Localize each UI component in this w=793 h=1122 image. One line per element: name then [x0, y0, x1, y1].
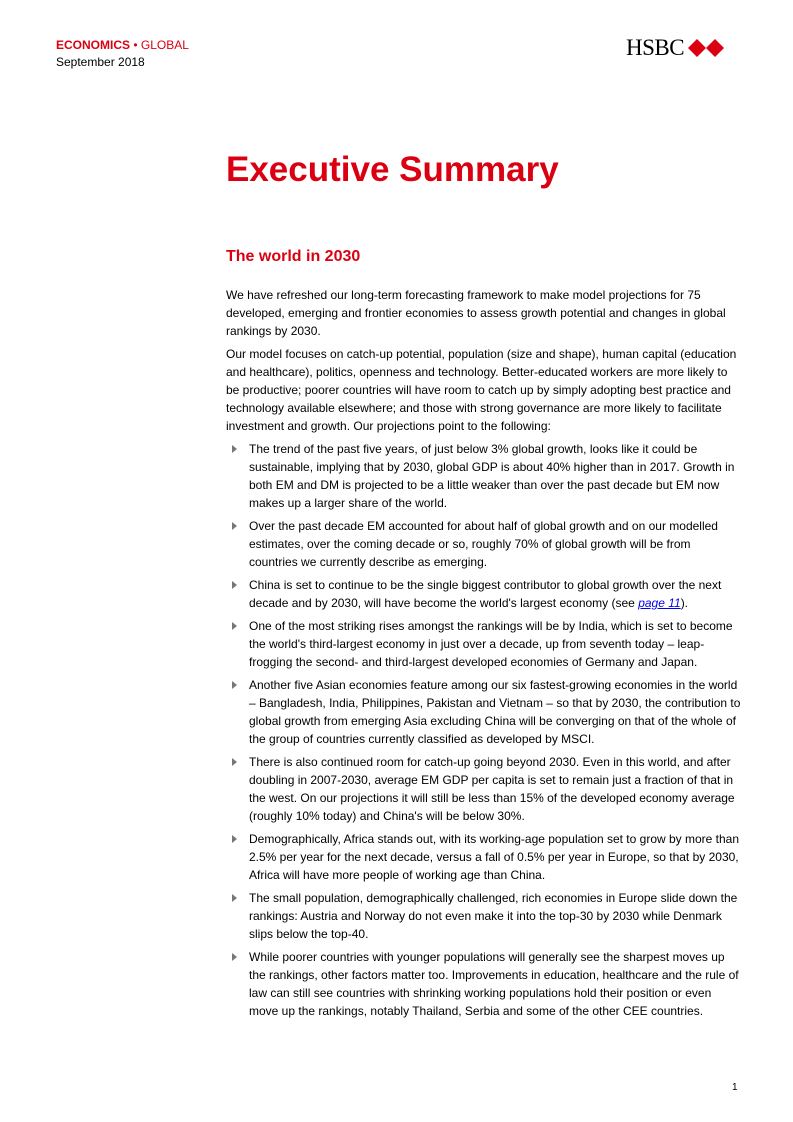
list-item: [226, 517, 742, 571]
report-header: [56, 37, 189, 71]
list-item: [226, 440, 742, 512]
logo-text: HSBC: [626, 35, 685, 60]
list-item: [226, 889, 742, 943]
report-date: September 2018: [56, 55, 145, 69]
page-number: 1: [732, 1082, 738, 1093]
section-heading: The world in 2030: [226, 248, 361, 265]
bullet-arrow-icon: [232, 681, 237, 689]
list-item-text: There is also continued room for catch-up going beyond 2030. Even in this world, and after doubling in 2007-2030, average EM GDP per capita is set to remain just a fraction of that in the west. On our projections it will still be less than 15% of the developed economy average (roughly 10% today) and China's will be below 30%.: [249, 755, 735, 823]
body-text: [226, 286, 742, 1025]
list-item: [226, 676, 742, 748]
paragraph: Our model focuses on catch-up potential, population (size and shape), human capital (education and healthcare), politics, openness and technology. Better-educated workers are more likely to be productive; poorer countries will have room to catch up by simply adopting best practice and technology available elsewhere; and those with strong governance are more likely to facilitate investment and growth. Our projections point to the following:: [226, 347, 737, 433]
hsbc-logo: [626, 36, 724, 60]
section-region: GLOBAL: [140, 38, 189, 52]
page-title: Executive Summary: [226, 150, 559, 189]
bullet-arrow-icon: [232, 581, 237, 589]
list-item-text: Over the past decade EM accounted for about half of global growth and on our modelled estimates, over the coming decade or so, roughly 70% of global growth will be from countries we currently describe as emerging.: [249, 519, 718, 569]
bullet-arrow-icon: [232, 758, 237, 766]
bullet-arrow-icon: [232, 522, 237, 530]
list-item-text: The trend of the past five years, of just below 3% global growth, looks like it could be sustainable, implying that by 2030, global GDP is about 40% higher than in 2017. Growth in both EM and DM is projected to be a little weaker than over the past decade but EM now makes up a larger share of the world.: [249, 442, 735, 510]
list-item: [226, 617, 742, 671]
list-item-text: ).: [680, 596, 689, 610]
list-item: [226, 576, 742, 612]
list-item: [226, 753, 742, 825]
list-item-text: While poorer countries with younger populations will generally see the sharpest moves up the rankings, other factors matter too. Improvements in education, healthcare and the rule of law can still see countries with shrinking working populations hold their position or even move up the rankings, notably Thailand, Serbia and some of the other CEE countries.: [249, 950, 739, 1018]
page-link[interactable]: page 11: [638, 596, 681, 610]
bullet-arrow-icon: [232, 894, 237, 902]
bullet-arrow-icon: [232, 953, 237, 961]
section-label: [56, 37, 189, 54]
bullet-list: [226, 440, 742, 1020]
list-item: [226, 948, 742, 1020]
separator: •: [133, 38, 138, 52]
list-item: [226, 830, 742, 884]
paragraph: We have refreshed our long-term forecasting framework to make model projections for 75 developed, emerging and frontier economies to assess growth potential and changes in global rankings by 2030.: [226, 288, 726, 338]
list-item-text: The small population, demographically challenged, rich economies in Europe slide down the rankings: Austria and Norway do not even make it into the top-30 by 2030 while Denmark slips below the top-40.: [249, 891, 738, 941]
bullet-arrow-icon: [232, 835, 237, 843]
section-name: ECONOMICS: [56, 38, 131, 52]
list-item-text: Another five Asian economies feature among our six fastest-growing economies in the world – Bangladesh, India, Philippines, Pakistan and Vietnam – so that by 2030, the contribution to global growth from emerging Asia excluding China will be converging on that of the whole of the group of countries currently classified as developed by MSCI.: [249, 678, 741, 746]
bullet-arrow-icon: [232, 622, 237, 630]
list-item-text: Demographically, Africa stands out, with its working-age population set to grow by more than 2.5% per year for the next decade, versus a fall of 0.5% per year in Europe, so that by 2030, Africa will have more people of working age than China.: [249, 832, 740, 882]
list-item-text: One of the most striking rises amongst the rankings will be by India, which is set to become the world's third-largest economy in just over a decade, up from seventh today – leap-frogging the second- and third-largest developed economies of Germany and Japan.: [249, 619, 733, 669]
list-item-text: China is set to continue to be the single biggest contributor to global growth over the next decade and by 2030, will have become the world's largest economy (see: [249, 578, 722, 610]
bullet-arrow-icon: [232, 445, 237, 453]
hexagon-logo-icon: [688, 39, 724, 57]
